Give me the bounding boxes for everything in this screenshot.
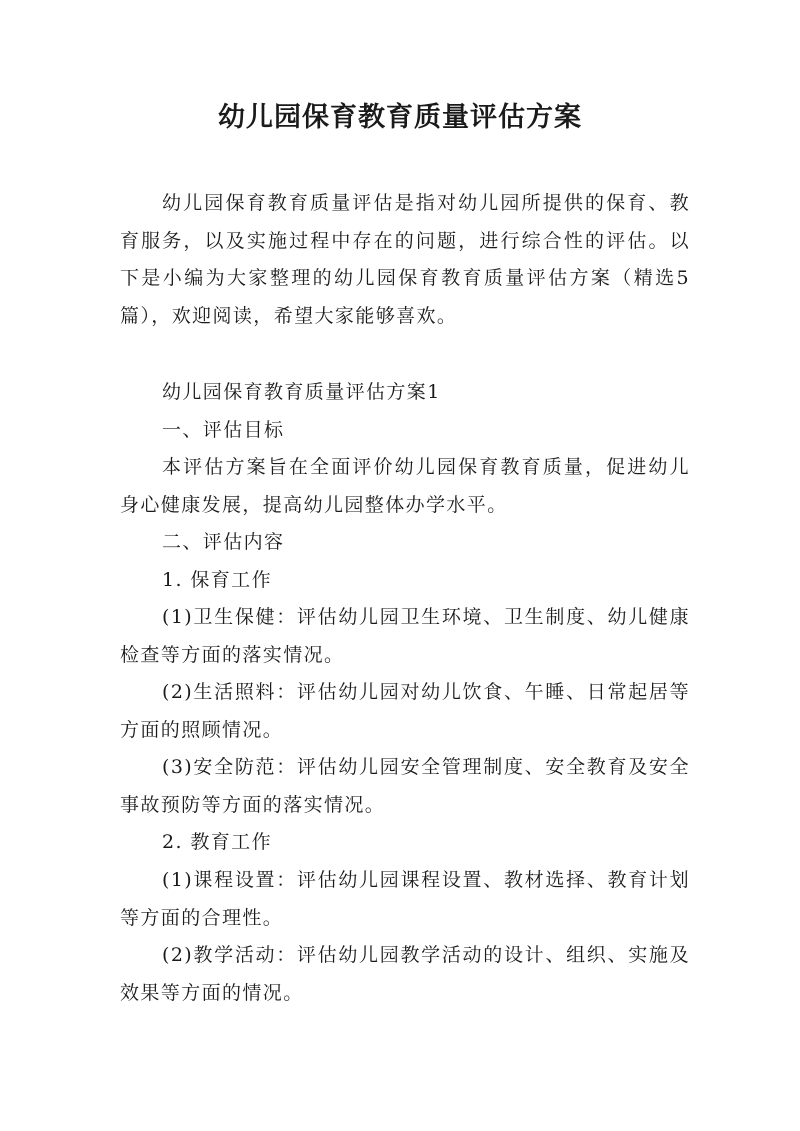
intro-paragraph: 幼儿园保育教育质量评估是指对幼儿园所提供的保育、教育服务，以及实施过程中存在的问题，进行综合性的评估。以下是小编为大家整理的幼儿园保育教育质量评估方案（精选5篇），欢迎阅读，希望大家能够喜欢。 [120, 192, 690, 327]
item-safety: (3)安全防范：评估幼儿园安全管理制度、安全教育及安全事故预防等方面的落实情况。 [120, 756, 690, 816]
item-health-care: (1)卫生保健：评估幼儿园卫生环境、卫生制度、幼儿健康检查等方面的落实情况。 [120, 606, 690, 666]
heading-content: 二、评估内容 [162, 531, 285, 553]
item-teaching-activities: (2)教学活动：评估幼儿园教学活动的设计、组织、实施及效果等方面的情况。 [120, 944, 690, 1004]
item-curriculum: (1)课程设置：评估幼儿园课程设置、教材选择、教育计划等方面的合理性。 [120, 869, 690, 929]
subheading-care-work: 1. 保育工作 [162, 569, 272, 591]
goal-paragraph: 本评估方案旨在全面评价幼儿园保育教育质量，促进幼儿身心健康发展，提高幼儿园整体办学水平。 [120, 456, 690, 516]
heading-goal: 一、评估目标 [162, 419, 285, 441]
section-title: 幼儿园保育教育质量评估方案1 [162, 381, 441, 403]
item-life-care: (2)生活照料：评估幼儿园对幼儿饮食、午睡、日常起居等方面的照顾情况。 [120, 681, 690, 741]
subheading-education-work: 2. 教育工作 [162, 831, 272, 853]
document-title: 幼儿园保育教育质量评估方案 [218, 102, 582, 133]
